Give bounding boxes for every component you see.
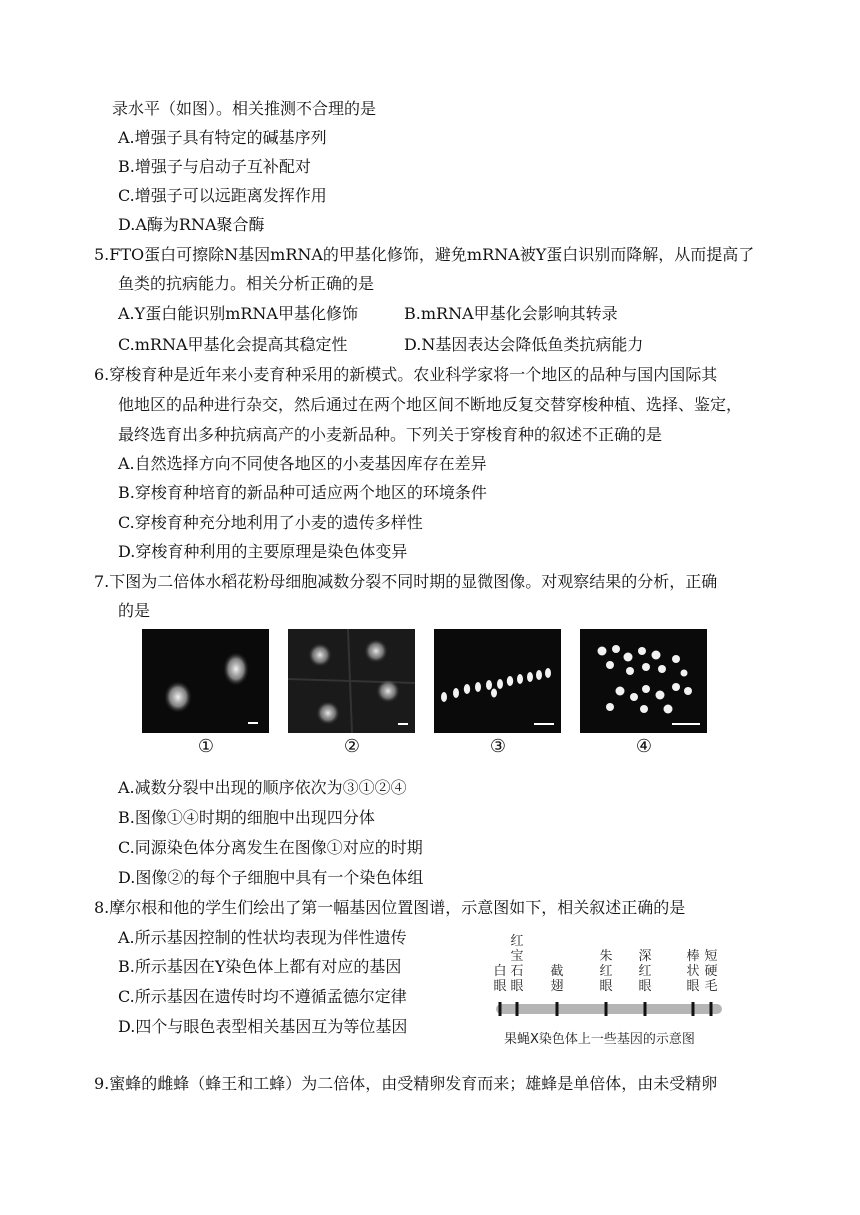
- q4-option-a: A.增强子具有特定的碱基序列: [118, 128, 327, 147]
- gene-label: 短 硬 毛: [704, 949, 718, 994]
- q6-stem-line2: 他地区的品种进行杂交，然后通过在两个地区间不断地反复交替穿梭种植、选择、鉴定，: [118, 395, 743, 414]
- q8-option-d: D.四个与眼色表型相关基因互为等位基因: [118, 1017, 408, 1036]
- micrograph-4: [580, 629, 707, 733]
- q5-option-b: B.mRNA甲基化会影响其转录: [404, 304, 618, 323]
- gene-label: 截 翅: [550, 964, 564, 994]
- q6-option-c: C.穿梭育种充分地利用了小麦的遗传多样性: [118, 513, 423, 532]
- q7-option-a: A.减数分裂中出现的顺序依次为③①②④: [118, 778, 407, 797]
- micrograph-3: [434, 629, 561, 733]
- gene-tick: [644, 1002, 647, 1016]
- q9-stem-line1: 9.蜜蜂的雌蜂（蜂王和工蜂）为二倍体，由受精卵发育而来；雄蜂是单倍体，由未受精卵: [94, 1074, 718, 1093]
- micrograph-3-caption: ③: [489, 736, 507, 757]
- q7-stem-line1: 7.下图为二倍体水稻花粉母细胞减数分裂不同时期的显微图像。对观察结果的分析，正确: [94, 572, 718, 591]
- q5-option-c: C.mRNA甲基化会提高其稳定性: [118, 335, 348, 354]
- q6-option-d: D.穿梭育种利用的主要原理是染色体变异: [118, 542, 408, 561]
- x-chromosome-bar: [494, 1000, 726, 1020]
- gene-tick: [692, 1002, 695, 1016]
- gene-tick: [605, 1002, 608, 1016]
- q8-option-c: C.所示基因在遗传时均不遵循孟德尔定律: [118, 987, 407, 1006]
- gene-label: 白 眼: [493, 964, 507, 994]
- q7-stem-line2: 的是: [118, 601, 151, 620]
- q7-option-b: B.图像①④时期的细胞中出现四分体: [118, 808, 375, 827]
- q7-option-c: C.同源染色体分离发生在图像①对应的时期: [118, 838, 423, 857]
- gene-label: 红 宝 石 眼: [510, 934, 524, 994]
- q6-option-a: A.自然选择方向不同使各地区的小麦基因库存在差异: [118, 454, 487, 473]
- q4-option-b: B.增强子与启动子互补配对: [118, 157, 311, 176]
- q4-stem-tail: 录水平（如图）。相关推测不合理的是: [112, 99, 377, 118]
- q5-stem-line1: 5.FTO蛋白可擦除N基因mRNA的甲基化修饰，避免mRNA被Y蛋白识别而降解，从而提高了: [94, 245, 755, 264]
- micrograph-4-caption: ④: [635, 736, 653, 757]
- gene-tick: [516, 1002, 519, 1016]
- q7-option-d: D.图像②的每个子细胞中具有一个染色体组: [118, 868, 424, 887]
- q8-option-b: B.所示基因在Y染色体上都有对应的基因: [118, 957, 402, 976]
- q6-stem-line1: 6.穿梭育种是近年来小麦育种采用的新模式。农业科学家将一个地区的品种与国内国际其: [94, 365, 718, 384]
- q5-option-a: A.Y蛋白能识别mRNA甲基化修饰: [118, 304, 358, 323]
- q8-stem-line1: 8.摩尔根和他的学生们绘出了第一幅基因位置图谱，示意图如下，相关叙述正确的是: [94, 898, 686, 917]
- q4-option-d: D.A酶为RNA聚合酶: [118, 215, 265, 234]
- q6-option-b: B.穿梭育种培育的新品种可适应两个地区的环境条件: [118, 483, 487, 502]
- chromosome-caption: 果蝇X染色体上一些基因的示意图: [504, 1032, 695, 1047]
- gene-tick: [710, 1002, 713, 1016]
- micrograph-2-caption: ②: [343, 736, 361, 757]
- q5-stem-line2: 鱼类的抗病能力。相关分析正确的是: [118, 274, 375, 293]
- q5-option-d: D.N基因表达会降低鱼类抗病能力: [404, 335, 644, 354]
- q6-stem-line3: 最终选育出多种抗病高产的小麦新品种。下列关于穿梭育种的叙述不正确的是: [118, 425, 663, 444]
- gene-label: 深 红 眼: [638, 949, 652, 994]
- gene-label: 棒 状 眼: [686, 949, 700, 994]
- gene-tick: [556, 1002, 559, 1016]
- q4-option-c: C.增强子可以远距离发挥作用: [118, 186, 327, 205]
- micrograph-1: [142, 629, 269, 733]
- micrograph-2: [288, 629, 415, 733]
- micrograph-1-caption: ①: [197, 736, 215, 757]
- q8-option-a: A.所示基因控制的性状均表现为伴性遗传: [118, 928, 407, 947]
- gene-label: 朱 红 眼: [599, 949, 613, 994]
- gene-tick: [499, 1002, 502, 1016]
